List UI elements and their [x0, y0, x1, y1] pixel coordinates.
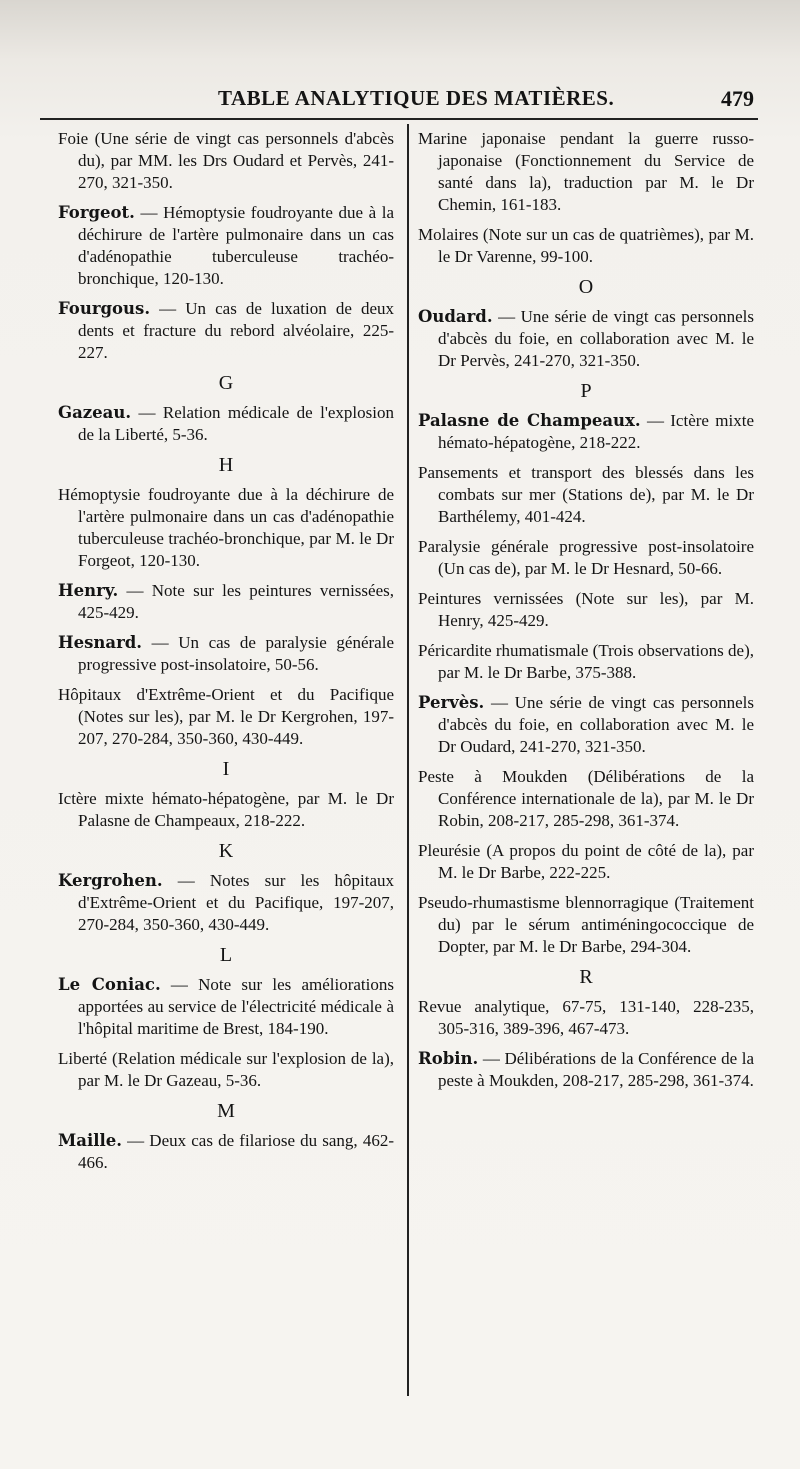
- entry-author: Forgeot.: [58, 203, 135, 222]
- section-letter: L: [219, 944, 233, 966]
- entry-text: — Note sur les améliorations apportées au service de l'électricité médicale à l'hôpital maritime de Brest, 184-190.: [78, 975, 394, 1038]
- entry-text: — Ictère mixte hémato-hépatogène, 218-222.: [438, 411, 754, 452]
- index-entry: [58, 974, 394, 1040]
- entry-text: Péricardite rhumatismale (Trois observations de), par M. le Dr Barbe, 375-388.: [418, 641, 754, 682]
- entry-author: Le Coniac.: [58, 975, 161, 994]
- section-letter: O: [578, 276, 594, 298]
- index-entry: [418, 692, 754, 758]
- index-entry: [58, 298, 394, 364]
- index-entry: [418, 588, 754, 632]
- index-entry: [418, 766, 754, 832]
- index-entry: [58, 484, 394, 572]
- column-divider: [407, 124, 409, 1396]
- entry-author: Henry.: [58, 581, 119, 600]
- entry-author: Maille.: [58, 1131, 123, 1150]
- entry-text: Foie (Une série de vingt cas personnels d'abcès du), par MM. les Drs Oudard et Pervès, 241-270, 321-350.: [58, 129, 394, 192]
- index-entry: [58, 1048, 394, 1092]
- entry-text: Marine japonaise pendant la guerre russo-japonaise (Fonctionnement du Service de santé dans la), traduction par M. le Dr Chemin, 161-183.: [418, 129, 754, 214]
- index-entry: [418, 536, 754, 580]
- entry-text: Revue analytique, 67-75, 131-140, 228-235, 305-316, 389-396, 467-473.: [418, 997, 754, 1038]
- index-entry: [58, 684, 394, 750]
- entry-text: Pleurésie (A propos du point de côté de la), par M. le Dr Barbe, 222-225.: [418, 841, 754, 882]
- page-number: 479: [721, 86, 754, 111]
- index-entry: [418, 640, 754, 684]
- index-entry: [418, 996, 754, 1040]
- index-entry: [418, 1048, 754, 1092]
- entry-text: — Deux cas de filariose du sang, 462-466.: [78, 1131, 394, 1172]
- entry-text: — Note sur les peintures vernissées, 425-429.: [78, 581, 394, 622]
- entry-text: — Notes sur les hôpitaux d'Extrême-Orient et du Pacifique, 197-207, 270-284, 350-360, 430-449.: [78, 871, 394, 934]
- section-letter: K: [218, 840, 234, 862]
- entry-text: — Un cas de luxation de deux dents et fracture du rebord alvéolaire, 225-227.: [78, 299, 394, 362]
- entry-author: Kergrohen.: [58, 871, 163, 890]
- section-letter: I: [222, 758, 230, 780]
- index-entry: [58, 202, 394, 290]
- section-letter: H: [218, 454, 234, 476]
- entry-author: Hesnard.: [58, 633, 143, 652]
- entry-author: Fourgous.: [58, 299, 151, 318]
- index-entry: [418, 306, 754, 372]
- section-letter: R: [579, 966, 593, 988]
- index-entry: [418, 410, 754, 454]
- entry-text: Paralysie générale progressive post-insolatoire (Un cas de), par M. le Dr Hesnard, 50-66.: [418, 537, 754, 578]
- entry-author: Oudard.: [418, 307, 493, 326]
- index-entry: [58, 870, 394, 936]
- entry-text: Hôpitaux d'Extrême-Orient et du Pacifique (Notes sur les), par M. le Dr Kergrohen, 197-207, 270-284, 350-360, 430-449.: [58, 685, 394, 748]
- entry-text: — Une série de vingt cas personnels d'abcès du foie, en collaboration avec M. le Dr Pervès, 241-270, 321-350.: [438, 307, 754, 370]
- entry-author: Pervès.: [418, 693, 485, 712]
- index-entry: [418, 462, 754, 528]
- section-letter: P: [580, 380, 592, 402]
- entry-text: Pansements et transport des blessés dans les combats sur mer (Stations de), par M. le Dr Barthélemy, 401-424.: [418, 463, 754, 526]
- left-column: [58, 128, 394, 1182]
- index-entry: [58, 1130, 394, 1174]
- entry-text: — Hémoptysie foudroyante due à la déchirure de l'artère pulmonaire dans un cas d'adénopathie tuberculeuse trachéo-bronchique, 120-130.: [78, 203, 394, 288]
- entry-text: Ictère mixte hémato-hépatogène, par M. le Dr Palasne de Champeaux, 218-222.: [58, 789, 394, 830]
- index-entry: [58, 788, 394, 832]
- index-entry: [418, 128, 754, 216]
- entry-text: Peste à Moukden (Délibérations de la Conférence internationale de la), par M. le Dr Robin, 208-217, 285-298, 361-374.: [418, 767, 754, 830]
- entry-text: Molaires (Note sur un cas de quatrièmes), par M. le Dr Varenne, 99-100.: [418, 225, 754, 266]
- entry-author: Palasne de Champeaux.: [418, 411, 641, 430]
- entry-text: Hémoptysie foudroyante due à la déchirure de l'artère pulmonaire dans un cas d'adénopathie tuberculeuse trachéo-bronchique, par M. le Dr Forgeot, 120-130.: [58, 485, 394, 570]
- index-entry: [418, 892, 754, 958]
- header-rule: [40, 118, 758, 120]
- section-letter: G: [218, 372, 234, 394]
- running-title: TABLE ANALYTIQUE DES MATIÈRES.: [218, 86, 615, 110]
- entry-text: — Relation médicale de l'explosion de la Liberté, 5-36.: [78, 403, 394, 444]
- page-header: [0, 86, 800, 120]
- index-entry: [58, 632, 394, 676]
- entry-author: Gazeau.: [58, 403, 132, 422]
- index-entry: [418, 840, 754, 884]
- right-column: [418, 128, 754, 1100]
- entry-author: Robin.: [418, 1049, 479, 1068]
- index-entry: [418, 224, 754, 268]
- index-entry: [58, 402, 394, 446]
- entry-text: — Délibérations de la Conférence de la peste à Moukden, 208-217, 285-298, 361-374.: [438, 1049, 754, 1090]
- entry-text: Liberté (Relation médicale sur l'explosion de la), par M. le Dr Gazeau, 5-36.: [58, 1049, 394, 1090]
- index-entry: [58, 580, 394, 624]
- entry-text: — Un cas de paralysie générale progressive post-insolatoire, 50-56.: [78, 633, 394, 674]
- entry-text: — Une série de vingt cas personnels d'abcès du foie, en collaboration avec M. le Dr Oudard, 241-270, 321-350.: [438, 693, 754, 756]
- section-letter: M: [217, 1100, 235, 1122]
- index-entry: [58, 128, 394, 194]
- entry-text: Peintures vernissées (Note sur les), par M. Henry, 425-429.: [418, 589, 754, 630]
- entry-text: Pseudo-rhumastisme blennorragique (Traitement du) par le sérum antiméningococcique de Dopter, par M. le Dr Barbe, 294-304.: [418, 893, 754, 956]
